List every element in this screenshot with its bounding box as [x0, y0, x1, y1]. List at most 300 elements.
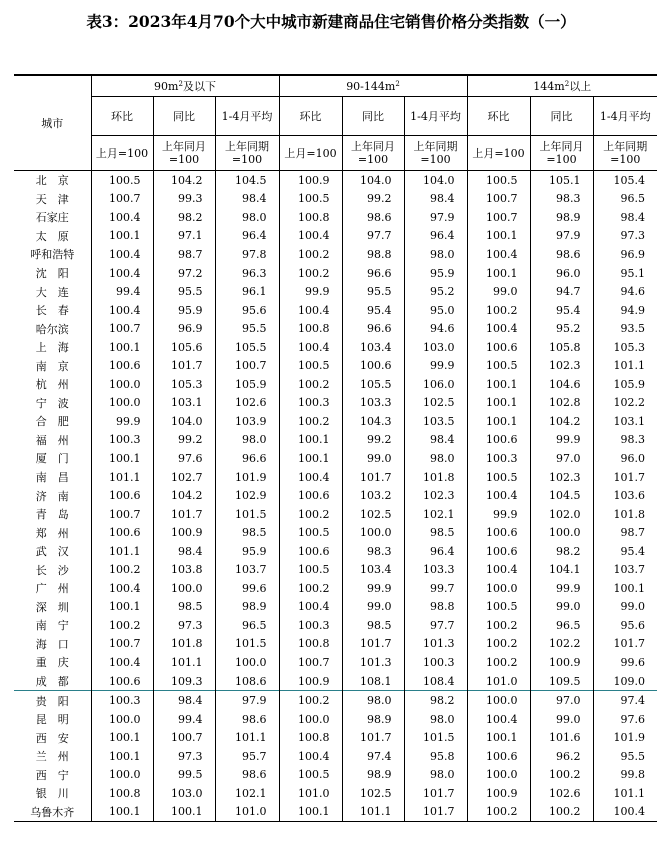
index-value-cell: 105.5 [342, 375, 404, 394]
index-value-cell: 99.0 [530, 710, 593, 729]
index-value-cell: 103.4 [342, 338, 404, 357]
index-value-cell: 95.5 [215, 319, 279, 338]
table-row [14, 468, 657, 487]
index-value-cell: 100.7 [467, 190, 530, 209]
index-value-cell: 98.9 [530, 208, 593, 227]
base-header-row [14, 136, 657, 171]
group-header-90-below: $90m^2$及以下 [91, 75, 279, 97]
index-value-cell: 96.4 [404, 227, 467, 246]
index-value-cell: 102.8 [530, 394, 593, 413]
table-row [14, 282, 657, 301]
index-value-cell: 97.3 [593, 227, 657, 246]
index-value-cell: 100.5 [279, 523, 342, 542]
index-value-cell: 96.6 [342, 319, 404, 338]
index-value-cell: 100.3 [91, 691, 153, 710]
index-value-cell: 95.4 [593, 542, 657, 561]
index-value-cell: 102.3 [530, 468, 593, 487]
index-value-cell: 102.5 [342, 784, 404, 803]
index-value-cell: 106.0 [404, 375, 467, 394]
index-value-cell: 100.4 [91, 653, 153, 672]
index-value-cell: 103.8 [153, 560, 215, 579]
index-value-cell: 109.5 [530, 672, 593, 691]
index-value-cell: 97.6 [593, 710, 657, 729]
index-value-cell: 98.5 [404, 523, 467, 542]
index-value-cell: 101.6 [530, 728, 593, 747]
index-value-cell: 98.5 [153, 598, 215, 617]
table-row [14, 766, 657, 785]
index-value-cell: 101.5 [404, 728, 467, 747]
index-value-cell: 101.0 [467, 672, 530, 691]
index-value-cell: 100.2 [467, 653, 530, 672]
index-value-cell: 100.4 [279, 598, 342, 617]
base-header-cell: 上年同期=100 [593, 136, 657, 171]
table-row [14, 190, 657, 209]
city-name-cell: 天 津 [35, 192, 69, 206]
index-value-cell: 96.9 [593, 245, 657, 264]
index-value-cell: 102.0 [530, 505, 593, 524]
index-value-cell: 95.8 [404, 747, 467, 766]
index-value-cell: 100.1 [467, 375, 530, 394]
index-value-cell: 103.7 [215, 560, 279, 579]
index-value-cell: 99.4 [91, 282, 153, 301]
index-value-cell: 105.9 [215, 375, 279, 394]
index-value-cell: 98.6 [342, 208, 404, 227]
group-header-90-144: $90-144m^2$ [279, 75, 467, 97]
index-value-cell: 100.1 [593, 579, 657, 598]
index-value-cell: 100.0 [215, 653, 279, 672]
index-value-cell: 100.1 [279, 431, 342, 450]
index-value-cell: 98.6 [215, 766, 279, 785]
table-row [14, 616, 657, 635]
index-value-cell: 102.5 [404, 394, 467, 413]
table-row [14, 375, 657, 394]
city-name-cell: 重 庆 [35, 656, 69, 670]
table-row [14, 635, 657, 654]
index-value-cell: 97.2 [153, 264, 215, 283]
index-value-cell: 100.1 [91, 227, 153, 246]
index-value-cell: 100.0 [91, 766, 153, 785]
index-value-cell: 99.8 [593, 766, 657, 785]
index-value-cell: 109.3 [153, 672, 215, 691]
table-row [14, 747, 657, 766]
index-value-cell: 101.7 [593, 635, 657, 654]
index-value-cell: 100.6 [91, 356, 153, 375]
index-value-cell: 100.9 [279, 672, 342, 691]
index-value-cell: 98.4 [593, 208, 657, 227]
city-name-cell: 长 春 [35, 304, 69, 318]
index-value-cell: 101.9 [215, 468, 279, 487]
index-value-cell: 99.7 [404, 579, 467, 598]
index-value-cell: 95.0 [404, 301, 467, 320]
index-value-cell: 100.4 [279, 338, 342, 357]
index-value-cell: 102.5 [342, 505, 404, 524]
index-value-cell: 98.4 [215, 190, 279, 209]
city-name-cell: 成 都 [35, 675, 69, 689]
index-value-cell: 95.6 [593, 616, 657, 635]
index-value-cell: 100.7 [91, 505, 153, 524]
city-name-cell: 石家庄 [35, 211, 69, 225]
index-value-cell: 97.1 [153, 227, 215, 246]
index-value-cell: 101.9 [593, 728, 657, 747]
index-value-cell: 98.0 [215, 208, 279, 227]
index-value-cell: 98.0 [404, 766, 467, 785]
index-value-cell: 101.7 [342, 635, 404, 654]
group-header-144-above: $144m^2$以上 [467, 75, 657, 97]
index-value-cell: 104.2 [153, 171, 215, 190]
index-value-cell: 100.6 [91, 672, 153, 691]
index-value-cell: 94.9 [593, 301, 657, 320]
index-value-cell: 98.6 [530, 245, 593, 264]
index-value-cell: 99.0 [342, 598, 404, 617]
index-value-cell: 102.6 [215, 394, 279, 413]
table-row [14, 653, 657, 672]
index-value-cell: 97.0 [530, 449, 593, 468]
index-value-cell: 100.6 [467, 542, 530, 561]
index-value-cell: 101.0 [279, 784, 342, 803]
table-row [14, 691, 657, 710]
index-value-cell: 100.5 [467, 171, 530, 190]
table-row [14, 394, 657, 413]
index-value-cell: 100.1 [91, 747, 153, 766]
index-value-cell: 100.5 [279, 766, 342, 785]
index-value-cell: 98.9 [342, 710, 404, 729]
price-index-table [14, 74, 657, 822]
index-value-cell: 100.4 [91, 264, 153, 283]
index-value-cell: 108.6 [215, 672, 279, 691]
index-value-cell: 96.4 [404, 542, 467, 561]
index-value-cell: 95.2 [530, 319, 593, 338]
city-name-cell: 福 州 [35, 433, 69, 447]
index-value-cell: 100.6 [467, 747, 530, 766]
city-name-cell: 南 京 [35, 359, 69, 373]
table-header [14, 75, 657, 171]
index-value-cell: 97.9 [215, 691, 279, 710]
index-value-cell: 98.7 [593, 523, 657, 542]
index-value-cell: 102.1 [404, 505, 467, 524]
index-value-cell: 97.7 [342, 227, 404, 246]
index-value-cell: 99.0 [593, 598, 657, 617]
index-value-cell: 101.1 [215, 728, 279, 747]
index-value-cell: 100.4 [279, 301, 342, 320]
index-value-cell: 96.5 [530, 616, 593, 635]
index-value-cell: 101.7 [404, 784, 467, 803]
index-value-cell: 99.9 [279, 282, 342, 301]
table-row [14, 245, 657, 264]
index-value-cell: 94.7 [530, 282, 593, 301]
sub-header-cell: 1-4月平均 [593, 97, 657, 136]
index-value-cell: 100.0 [91, 375, 153, 394]
index-value-cell: 100.5 [467, 598, 530, 617]
index-value-cell: 96.0 [593, 449, 657, 468]
city-name-cell: 兰 州 [35, 750, 69, 764]
index-value-cell: 99.6 [593, 653, 657, 672]
city-name-cell: 乌鲁木齐 [14, 803, 91, 822]
index-value-cell: 101.1 [342, 803, 404, 822]
city-name-cell: 哈尔滨 [35, 322, 69, 336]
index-value-cell: 100.1 [153, 803, 215, 822]
table-row [14, 523, 657, 542]
base-header-cell: 上月=100 [91, 136, 153, 171]
city-name-cell: 上 海 [35, 341, 69, 355]
index-value-cell: 97.3 [153, 747, 215, 766]
index-value-cell: 102.7 [153, 468, 215, 487]
index-value-cell: 100.2 [467, 301, 530, 320]
index-value-cell: 95.4 [342, 301, 404, 320]
sub-header-cell: 1-4月平均 [215, 97, 279, 136]
index-value-cell: 95.1 [593, 264, 657, 283]
index-value-cell: 100.4 [467, 710, 530, 729]
index-value-cell: 93.5 [593, 319, 657, 338]
index-value-cell: 100.4 [467, 245, 530, 264]
index-value-cell: 98.5 [215, 523, 279, 542]
index-value-cell: 100.3 [279, 616, 342, 635]
index-value-cell: 98.2 [404, 691, 467, 710]
index-value-cell: 105.4 [593, 171, 657, 190]
index-value-cell: 102.3 [530, 356, 593, 375]
index-value-cell: 95.2 [404, 282, 467, 301]
index-value-cell: 102.9 [215, 486, 279, 505]
index-value-cell: 100.2 [530, 766, 593, 785]
index-value-cell: 102.2 [530, 635, 593, 654]
index-value-cell: 100.2 [279, 264, 342, 283]
index-value-cell: 99.0 [530, 598, 593, 617]
index-value-cell: 103.2 [342, 486, 404, 505]
city-name-cell: 广 州 [35, 582, 69, 596]
index-value-cell: 100.2 [467, 635, 530, 654]
index-value-cell: 99.9 [530, 579, 593, 598]
index-value-cell: 103.7 [593, 560, 657, 579]
index-value-cell: 103.1 [593, 412, 657, 431]
index-value-cell: 105.6 [153, 338, 215, 357]
index-value-cell: 98.2 [530, 542, 593, 561]
base-header-cell: 上月=100 [467, 136, 530, 171]
index-value-cell: 100.6 [91, 523, 153, 542]
index-value-cell: 104.5 [530, 486, 593, 505]
index-value-cell: 98.9 [215, 598, 279, 617]
city-name-cell: 南 宁 [35, 619, 69, 633]
index-value-cell: 101.7 [342, 728, 404, 747]
table-row [14, 227, 657, 246]
index-value-cell: 99.9 [467, 505, 530, 524]
index-value-cell: 100.6 [279, 486, 342, 505]
index-value-cell: 98.4 [153, 691, 215, 710]
index-value-cell: 98.3 [593, 431, 657, 450]
index-value-cell: 101.1 [593, 356, 657, 375]
index-value-cell: 100.7 [91, 635, 153, 654]
index-value-cell: 100.6 [279, 542, 342, 561]
sub-header-row [14, 97, 657, 136]
index-value-cell: 100.2 [279, 245, 342, 264]
index-value-cell: 100.2 [530, 803, 593, 822]
city-name-cell: 沈 阳 [35, 267, 69, 280]
table-row [14, 356, 657, 375]
sub-header-cell: 同比 [530, 97, 593, 136]
index-value-cell: 97.6 [153, 449, 215, 468]
index-value-cell: 96.1 [215, 282, 279, 301]
index-value-cell: 100.5 [279, 190, 342, 209]
index-value-cell: 100.1 [279, 803, 342, 822]
index-value-cell: 100.7 [91, 190, 153, 209]
index-value-cell: 100.1 [91, 338, 153, 357]
city-name-cell: 西 安 [35, 731, 69, 745]
index-value-cell: 99.9 [404, 356, 467, 375]
table-row [14, 338, 657, 357]
index-value-cell: 94.6 [593, 282, 657, 301]
city-name-cell: 海 口 [35, 637, 69, 651]
index-value-cell: 103.4 [342, 560, 404, 579]
index-value-cell: 100.0 [279, 710, 342, 729]
index-value-cell: 97.9 [530, 227, 593, 246]
index-value-cell: 100.4 [279, 468, 342, 487]
index-value-cell: 100.4 [593, 803, 657, 822]
index-value-cell: 98.0 [215, 431, 279, 450]
index-value-cell: 100.8 [279, 635, 342, 654]
index-value-cell: 103.3 [404, 560, 467, 579]
index-value-cell: 96.5 [593, 190, 657, 209]
index-value-cell: 95.5 [153, 282, 215, 301]
index-value-cell: 99.9 [91, 412, 153, 431]
index-value-cell: 100.3 [279, 394, 342, 413]
index-value-cell: 97.4 [593, 691, 657, 710]
index-value-cell: 100.5 [279, 356, 342, 375]
index-value-cell: 100.8 [279, 319, 342, 338]
index-value-cell: 100.0 [153, 579, 215, 598]
index-value-cell: 100.8 [279, 208, 342, 227]
city-name-cell: 昆 明 [35, 713, 69, 727]
index-value-cell: 95.9 [404, 264, 467, 283]
table-row [14, 319, 657, 338]
index-value-cell: 99.6 [215, 579, 279, 598]
city-name-cell: 呼和浩特 [30, 248, 75, 262]
index-value-cell: 98.5 [342, 616, 404, 635]
city-name-cell: 郑 州 [35, 526, 69, 540]
index-value-cell: 100.4 [91, 301, 153, 320]
index-value-cell: 100.1 [467, 264, 530, 283]
index-value-cell: 97.3 [153, 616, 215, 635]
index-value-cell: 109.0 [593, 672, 657, 691]
index-value-cell: 100.4 [91, 245, 153, 264]
index-value-cell: 100.9 [279, 171, 342, 190]
city-name-cell: 杭 州 [35, 378, 69, 392]
index-value-cell: 105.5 [215, 338, 279, 357]
index-value-cell: 99.2 [153, 431, 215, 450]
index-value-cell: 96.0 [530, 264, 593, 283]
index-value-cell: 105.3 [593, 338, 657, 357]
index-value-cell: 104.6 [530, 375, 593, 394]
table-row [14, 803, 657, 822]
sub-header-cell: 环比 [91, 97, 153, 136]
index-value-cell: 104.3 [342, 412, 404, 431]
index-value-cell: 100.0 [467, 691, 530, 710]
index-value-cell: 100.1 [91, 598, 153, 617]
index-value-cell: 101.8 [404, 468, 467, 487]
index-value-cell: 99.9 [342, 579, 404, 598]
index-value-cell: 98.3 [530, 190, 593, 209]
table-row [14, 560, 657, 579]
index-value-cell: 97.7 [404, 616, 467, 635]
index-value-cell: 100.2 [279, 505, 342, 524]
index-value-cell: 98.0 [404, 245, 467, 264]
index-value-cell: 98.2 [153, 208, 215, 227]
index-value-cell: 101.8 [153, 635, 215, 654]
index-value-cell: 100.2 [279, 375, 342, 394]
base-header-cell: 上年同期=100 [215, 136, 279, 171]
index-value-cell: 100.1 [91, 449, 153, 468]
index-value-cell: 95.7 [215, 747, 279, 766]
index-value-cell: 98.8 [404, 598, 467, 617]
index-value-cell: 99.2 [342, 190, 404, 209]
index-value-cell: 100.7 [215, 356, 279, 375]
city-name-cell: 太 原 [35, 229, 69, 243]
index-value-cell: 95.5 [593, 747, 657, 766]
table-row [14, 431, 657, 450]
city-name-cell: 深 圳 [35, 600, 69, 614]
table-row [14, 598, 657, 617]
index-value-cell: 100.4 [91, 208, 153, 227]
city-name-cell: 济 南 [35, 489, 69, 503]
index-value-cell: 102.3 [404, 486, 467, 505]
index-value-cell: 95.9 [215, 542, 279, 561]
index-value-cell: 105.1 [530, 171, 593, 190]
index-value-cell: 100.8 [91, 784, 153, 803]
index-value-cell: 96.3 [215, 264, 279, 283]
table-row [14, 171, 657, 190]
index-value-cell: 99.5 [153, 766, 215, 785]
index-value-cell: 95.6 [215, 301, 279, 320]
index-value-cell: 100.8 [279, 728, 342, 747]
index-value-cell: 104.5 [215, 171, 279, 190]
index-value-cell: 96.2 [530, 747, 593, 766]
index-value-cell: 100.7 [91, 319, 153, 338]
base-header-cell: 上年同月=100 [530, 136, 593, 171]
index-value-cell: 101.5 [215, 505, 279, 524]
base-header-cell: 上年同月=100 [153, 136, 215, 171]
index-value-cell: 100.1 [279, 449, 342, 468]
index-value-cell: 99.3 [153, 190, 215, 209]
index-value-cell: 100.4 [279, 227, 342, 246]
base-header-cell: 上年同期=100 [404, 136, 467, 171]
city-name-cell: 南 昌 [35, 471, 69, 485]
index-value-cell: 103.5 [404, 412, 467, 431]
index-value-cell: 105.9 [593, 375, 657, 394]
index-value-cell: 96.5 [215, 616, 279, 635]
index-value-cell: 105.3 [153, 375, 215, 394]
index-value-cell: 98.0 [342, 691, 404, 710]
index-value-cell: 102.2 [593, 394, 657, 413]
index-value-cell: 100.2 [91, 616, 153, 635]
table-row [14, 579, 657, 598]
index-value-cell: 104.1 [530, 560, 593, 579]
index-value-cell: 102.1 [215, 784, 279, 803]
index-value-cell: 100.7 [467, 208, 530, 227]
index-value-cell: 100.4 [467, 560, 530, 579]
city-name-cell: 银 川 [35, 787, 69, 801]
index-value-cell: 101.1 [91, 542, 153, 561]
index-value-cell: 95.4 [530, 301, 593, 320]
index-value-cell: 98.7 [153, 245, 215, 264]
index-value-cell: 108.1 [342, 672, 404, 691]
index-value-cell: 98.4 [404, 190, 467, 209]
table-row [14, 449, 657, 468]
index-value-cell: 102.6 [530, 784, 593, 803]
index-value-cell: 100.2 [279, 691, 342, 710]
index-value-cell: 100.2 [279, 412, 342, 431]
table-row [14, 784, 657, 803]
base-header-cell: 上月=100 [279, 136, 342, 171]
city-name-cell: 青 岛 [35, 508, 69, 522]
index-value-cell: 100.1 [91, 803, 153, 822]
index-value-cell: 100.5 [467, 356, 530, 375]
